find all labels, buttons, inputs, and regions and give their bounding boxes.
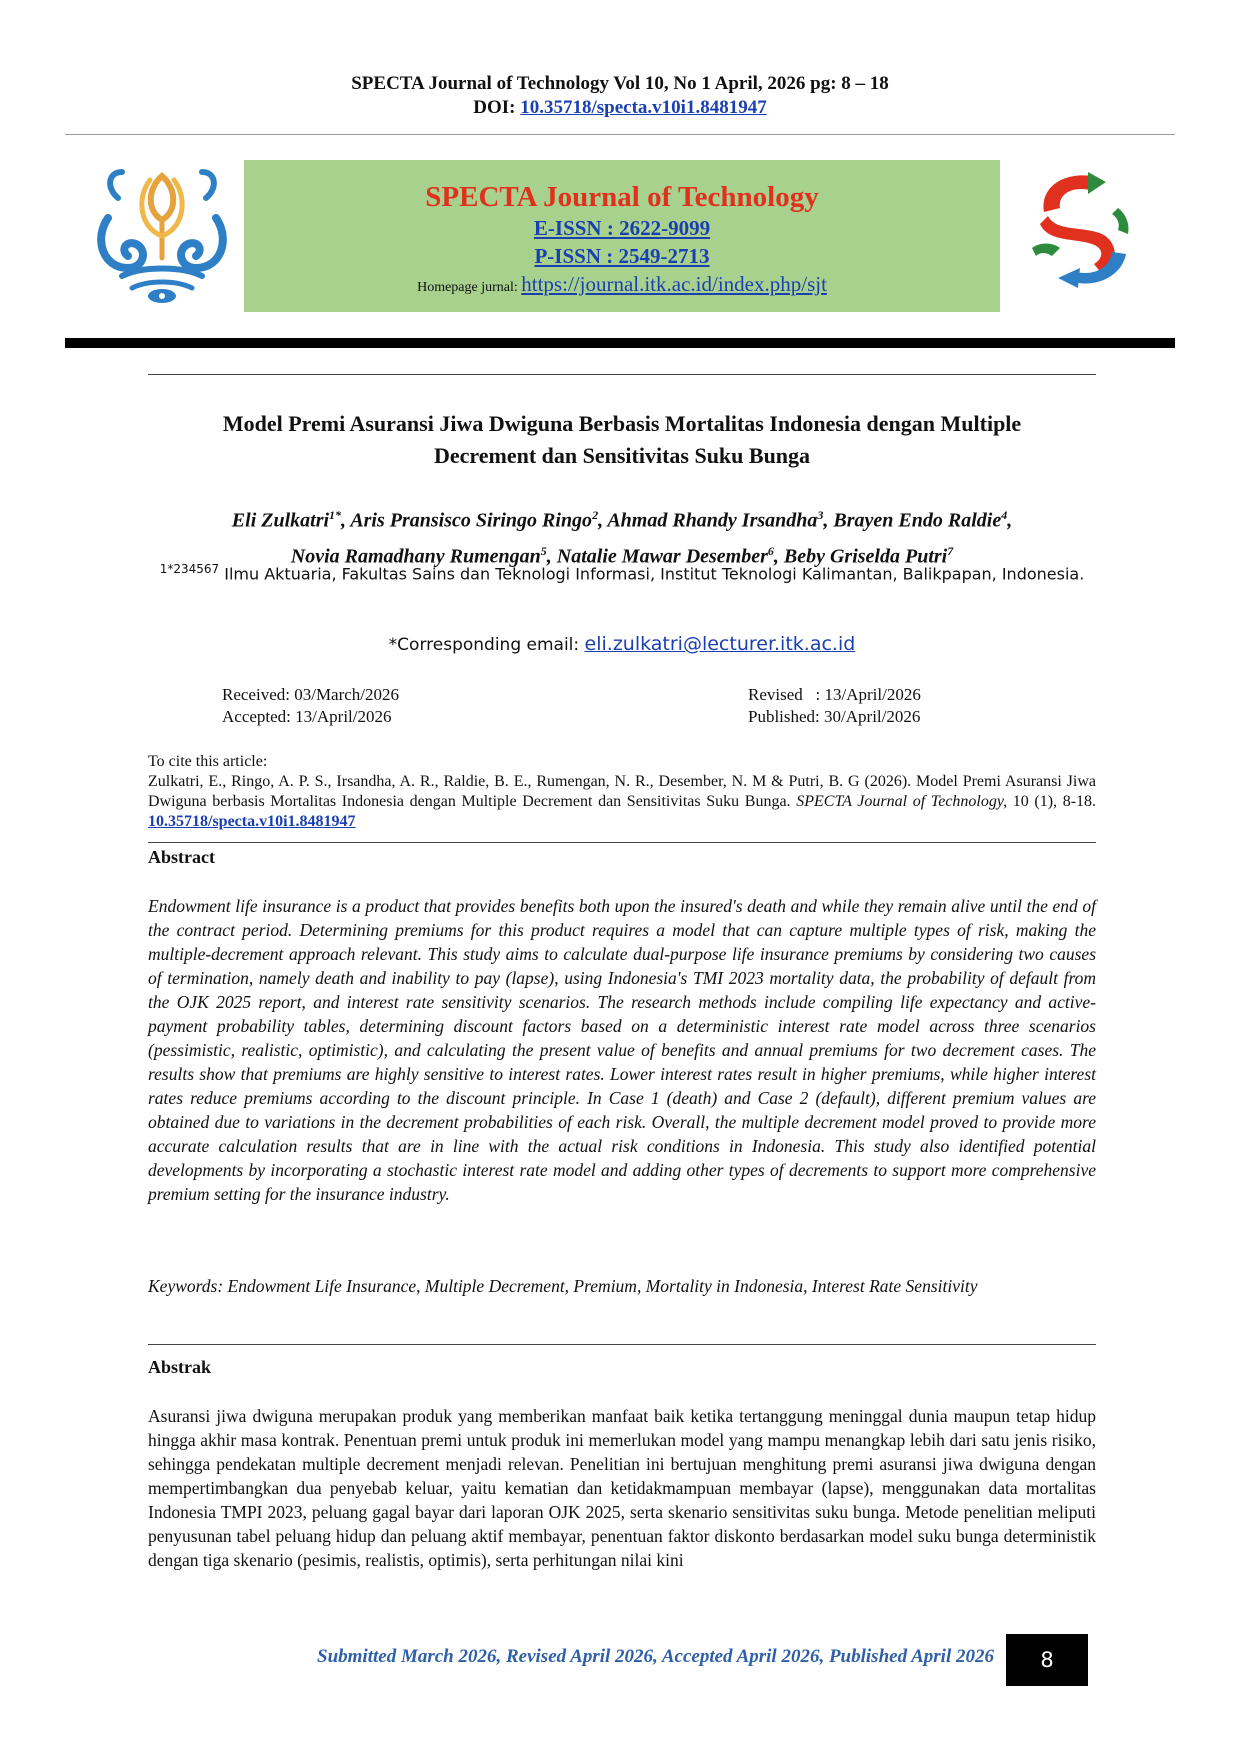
author-sup: 5	[540, 543, 547, 558]
homepage-link[interactable]: https://journal.itk.ac.id/index.php/sjt	[521, 272, 827, 296]
author-name: Brayen Endo Raldie	[833, 509, 1002, 532]
abstrak-heading: Abstrak	[148, 1357, 212, 1377]
citation-journal: SPECTA Journal of Technology,	[796, 793, 1008, 810]
homepage-line	[244, 270, 1000, 302]
citation-doi-link[interactable]: 10.35718/specta.v10i1.8481947	[148, 813, 356, 830]
revised-date: Revised : 13/April/2026	[748, 685, 921, 704]
p-issn-link[interactable]: P-ISSN : 2549-2713	[534, 244, 710, 268]
abstrak-text: Asuransi jiwa dwiguna merupakan produk yang memberikan manfaat baik ketika tertanggung meninggal dunia maupun tetap hidup hingga akhir masa kontrak. Penentuan premi untuk produk ini memerlukan model yang mampu menangkap lebih dari satu jenis risiko, sehingga pendekatan multiple decrement menjadi relevan. Penelitian ini bertujuan menghitung premi asuransi jiwa dwiguna dengan mempertimbangkan dua penyebab keluar, yaitu kematian dan ketidakmampuan membayar (lapse), menggunakan data mortalitas Indonesia TMPI 2023, peluang gagal bayar dari laporan OJK 2025, serta skenario sensitivitas suku bunga. Metode penelitian meliputi penyusunan tabel peluang hidup dan peluang aktif membayar, penentuan faktor diskonto berdasarkan model suku bunga deterministik dengan tiga skenario (pesimis, realistis, optimis), serta perhitungan nilai kini	[148, 1406, 1096, 1570]
journal-name: SPECTA Journal of Technology	[425, 181, 819, 213]
abstract-text: Endowment life insurance is a product that provides benefits both upon the insured's death and while they remain alive until the end of the contract period. Determining premiums for this product requires a model that can capture multiple types of risk, making the multiple-decrement approach relevant. This study aims to calculate dual-purpose life insurance premiums by considering two causes of termination, namely death and inability to pay (lapse), using Indonesia's TMI 2023 mortality data, the probability of default from the OJK 2025 report, and interest rate sensitivity scenarios. The research methods include compiling life expectancy and active-payment probability tables, determining discount factors based on a deterministic interest rate model across three scenarios (pessimistic, realistic, optimistic), and calculating the present value of benefits and annual premiums for two decrement cases. The results show that premiums are highly sensitive to interest rates. Lower interest rates result in higher premiums, while higher interest rates reduce premiums according to the discount principle. In Case 1 (death) and Case 2 (default), different premium values are obtained due to variations in the decrement probabilities of each risk. Overall, the multiple decrement model proved to provide more accurate calculation results that are in line with the actual risk conditions in Indonesia. This study also identified potential developments by incorporating a stochastic interest rate model and adding other types of decrements to support more comprehensive premium setting for the insurance industry.	[148, 896, 1096, 1204]
homepage-label: Homepage jurnal:	[417, 280, 518, 295]
author-sup: 1*	[329, 508, 342, 522]
journal-masthead	[244, 160, 1000, 312]
title-line-1: Model Premi Asuransi Jiwa Dwiguna Berbasis Mortalitas Indonesia dengan Multiple	[222, 411, 1022, 436]
running-title: SPECTA Journal of Technology Vol 10, No 1 April, 2026 pg: 8 – 18	[351, 73, 889, 94]
author-list: Eli Zulkatri$^{1*}$, Aris Pransisco Siringo Ringo$^2$, Ahmad Rhandy Irsandha$^3$, Brayen Endo Raldie$^4$, Novia Ramadhany Rumengan$^5$, Natalie Mawar Desember$^6$, Beby Griselda Putri$^7$	[231, 508, 1013, 568]
affiliation-text: Ilmu Aktuaria, Fakultas Sains dan Teknologi Informasi, Institut Teknologi Kalimantan, Balikpapan, Indonesia.	[224, 564, 1085, 584]
author-sup: 6	[767, 543, 774, 558]
author-sup: 7	[947, 543, 954, 558]
author-name: Novia Ramadhany Rumengan	[290, 545, 541, 568]
specta-logo-icon	[1022, 168, 1144, 290]
keywords-divider	[148, 1344, 1096, 1345]
author-name: Eli Zulkatri	[231, 509, 330, 532]
page-number: 8	[1006, 1634, 1088, 1686]
citation-text: Zulkatri, E., Ringo, A. P. S., Irsandha, A. R., Raldie, B. E., Rumengan, N. R., Desember, N. M & Putri, B. G (2026). Model Premi Asuransi Jiwa Dwiguna berbasis Mortalitas Indonesia dengan Multiple Decrement dan Sensitivitas Suku Bunga.	[148, 773, 1096, 810]
received-date: Received: 03/March/2026	[222, 685, 400, 704]
affiliation-sup: 1*234567	[159, 562, 220, 576]
author-name: Ahmad Rhandy Irsandha	[607, 509, 818, 532]
citation-label: To cite this article:	[148, 753, 268, 770]
published-date: Published: 30/April/2026	[748, 707, 921, 726]
citation-block	[148, 752, 1096, 832]
title-top-rule	[148, 374, 1096, 375]
footer-submission-dates: Submitted March 2026, Revised April 2026, Accepted April 2026, Published April 2026	[317, 1646, 994, 1667]
affiliation	[148, 556, 1096, 587]
corresponding-email-link[interactable]: eli.zulkatri@lecturer.itk.ac.id	[584, 633, 856, 655]
author-name: Beby Griselda Putri	[783, 545, 948, 568]
author-name: Aris Pransisco Siringo Ringo	[350, 509, 593, 532]
dates-left	[222, 684, 399, 728]
title-line-2: Decrement dan Sensitivitas Suku Bunga	[433, 443, 811, 468]
author-name: Natalie Mawar Desember	[556, 545, 768, 568]
header-divider	[65, 134, 1175, 135]
corresponding-line	[148, 630, 1096, 659]
keywords-text: : Endowment Life Insurance, Multiple Decrement, Premium, Mortality in Indonesia, Interest Rate Sensitivity	[217, 1276, 978, 1296]
keywords-line	[148, 1274, 1096, 1298]
citation-volume: 10 (1), 8-18.	[1012, 793, 1097, 810]
keywords-label: Keywords	[148, 1276, 218, 1296]
author-sup: 4	[1001, 508, 1008, 522]
running-head	[0, 72, 1240, 120]
author-sup: 2	[592, 508, 599, 522]
citation-divider	[148, 842, 1096, 843]
e-issn-link[interactable]: E-ISSN : 2622-9099	[533, 216, 711, 240]
abstract-heading: Abstract	[148, 847, 215, 867]
accepted-date: Accepted: 13/April/2026	[222, 707, 392, 726]
corresponding-label: *Corresponding email:	[388, 635, 580, 655]
doi-link[interactable]: 10.35718/specta.v10i1.8481947	[520, 97, 767, 118]
paper-title	[148, 408, 1096, 472]
itk-logo-icon	[88, 158, 236, 308]
dates-right	[748, 684, 921, 728]
doi-line	[0, 96, 1240, 120]
masthead-divider	[65, 338, 1175, 348]
doi-label: DOI:	[473, 97, 516, 118]
author-sup: 3	[817, 508, 824, 522]
